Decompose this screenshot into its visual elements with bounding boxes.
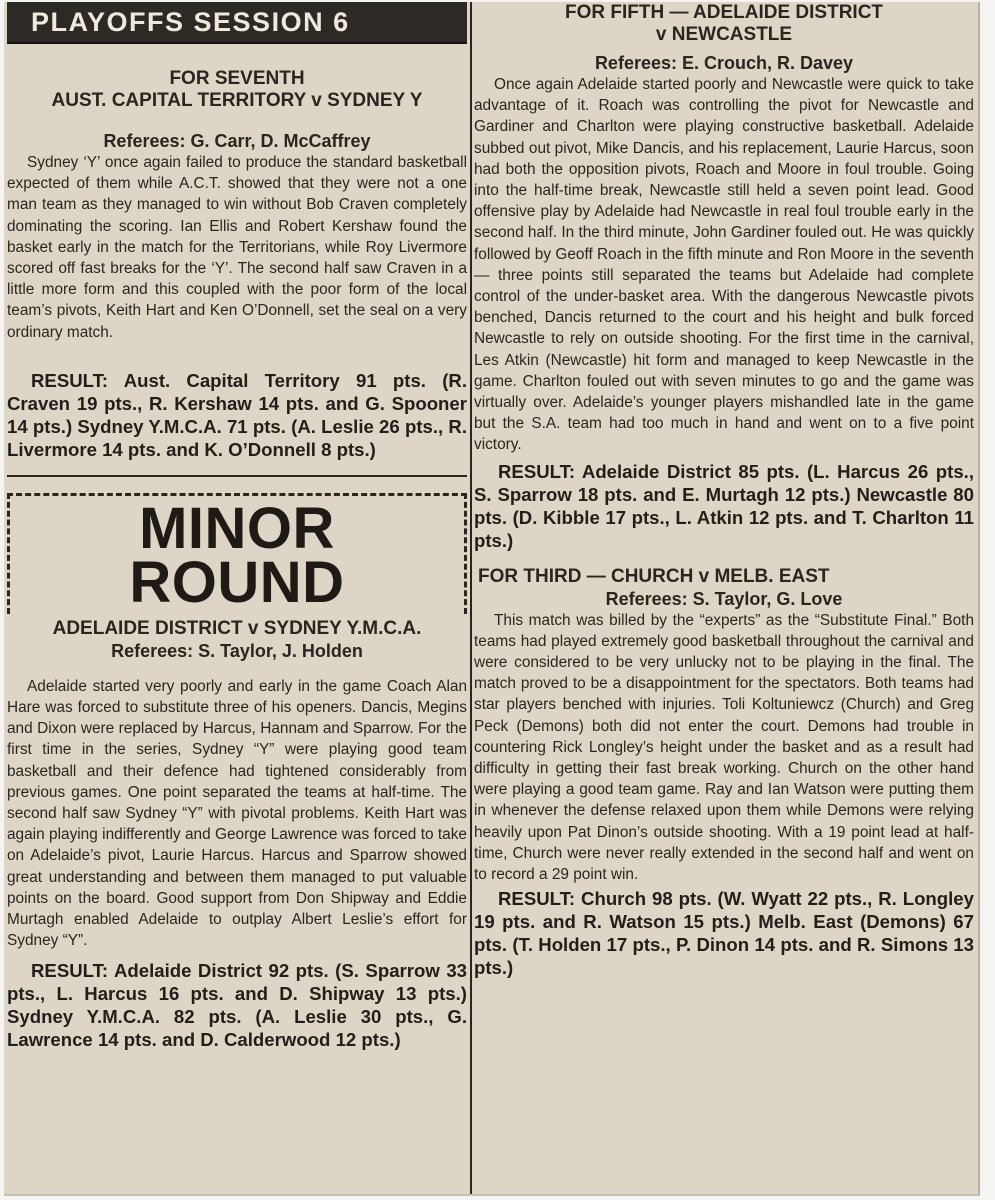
result-text: Aust. Capital Territory 91 pts. (R. Craven 19 pts., R. Kershaw 14 pts. and G. Spooner 14 pts.) Sydney Y.M.C.A. 71 pts. (A. Leslie 26 pts., R. Livermore 14 pts. and K. O’Donnell 8 pts.): [7, 369, 467, 460]
referees-line: Referees: G. Carr, D. McCaffrey: [103, 131, 371, 151]
match-result: [474, 460, 974, 552]
minor-round-title-line2: ROUND: [129, 549, 345, 615]
minor-round-title-line1: MINOR: [139, 495, 335, 561]
match-report: This match was billed by the “experts” as the “Substitute Final.” Both teams had played extremely good basketball throughout the carnival and were considered to be very unlucky not to be playing in the final. The match proved to be a disappointment for the spectators. Both teams had star players benched with injuries. Toli Koltuniewcz (Church) and Greg Peck (Demons) both did not enter the court. Demons had trouble in countering Rick Longley’s height under the basket and as a result had difficulty in getting their fast break working. Church on the other hand were playing a good team game. Ray and Ian Watson were putting them in whenever the defense relaxed upon them while Demons were relying heavily upon Pat Dinon’s outside shooting. With a 19 point lead at half-time, Church were never really extended in the second half and went on to record a 29 point win.: [474, 611, 974, 884]
match-result: [474, 887, 974, 979]
article-heading-teams: v NEWCASTLE: [655, 24, 793, 45]
result-text: Adelaide District 92 pts. (S. Sparrow 33 pts., L. Harcus 16 pts. and D. Shipway 13 pts.) Sydney Y.M.C.A. 82 pts. (A. Leslie 30 pts., G. Lawrence 14 pts. and D. Calderwood 12 pts.): [7, 960, 467, 1051]
match-result: [7, 959, 467, 1051]
result-label: RESULT:: [31, 960, 109, 982]
match-result: [7, 369, 467, 461]
article-minor-round: [7, 618, 467, 1052]
left-column: [7, 2, 467, 1051]
result-label: RESULT:: [498, 888, 576, 910]
match-report: Sydney ‘Y’ once again failed to produce the standard basketball expected of them while A.C.T. showed that they were not a one man team as they managed to win without Bob Craven completely dominating the scoring. Ian Ellis and Robert Kershaw found the basket early in the match for the Territorians, while Roy Livermore scored off fast breaks for the ‘Y’. The second half saw Craven in a little more form and this coupled with the poor form of the local team’s pivots, Keith Hart and Ken O’Donnell, set the seal on a very ordinary match.: [7, 154, 467, 341]
result-text: Adelaide District 85 pts. (L. Harcus 26 pts., S. Sparrow 18 pts. and E. Murtagh 12 pts.) Newcastle 80 pts. (D. Kibble 17 pts., L. Atkin 12 pts. and T. Charlton 11 pts.): [474, 460, 974, 551]
article-heading: ADELAIDE DISTRICT v SYDNEY Y.M.C.A.: [52, 617, 422, 639]
article-heading-teams: AUST. CAPITAL TERRITORY v SYDNEY Y: [51, 90, 423, 111]
article-heading: FOR THIRD — CHURCH v MELB. EAST: [478, 565, 830, 587]
referees-line: Referees: S. Taylor, J. Holden: [111, 640, 363, 661]
referees-line: Referees: E. Crouch, R. Davey: [594, 53, 854, 73]
result-label: RESULT:: [31, 369, 109, 391]
newspaper-clipping: [4, 2, 980, 1196]
referees-line: Referees: S. Taylor, G. Love: [605, 588, 843, 609]
article-heading: FOR FIFTH — ADELAIDE DISTRICT: [564, 2, 884, 23]
article-for-third: [474, 566, 974, 980]
section-rule: [7, 475, 467, 477]
section-banner: PLAYOFFS SESSION 6: [7, 2, 467, 44]
minor-round-box: [7, 493, 467, 614]
article-for-fifth: [474, 2, 974, 552]
match-report: Adelaide started very poorly and early in the game Coach Alan Hare was forced to substitute three of his openers. Dancis, Megins and Dixon were replaced by Harcus, Hannam and Sparrow. For the first time in the series, Sydney “Y” were playing good team basketball and their defence had tightened considerably from previous games. One point separated the teams at half-time. The second half saw Sydney “Y” with pivotal problems. Keith Hart was again playing indifferently and George Lawrence was forced to take on Adelaide’s pivot, Laurie Harcus. Harcus and Sparrow showed great understanding and between them managed to put valuable points on the board. Good support from Don Shipway and Eddie Murtagh enabled Adelaide to outplay Albert Leslie’s effort for Sydney “Y”.: [7, 677, 467, 950]
result-label: RESULT:: [498, 460, 576, 482]
article-for-seventh: [7, 68, 467, 461]
article-heading: FOR SEVENTH: [169, 68, 305, 89]
right-column: [474, 2, 974, 979]
match-report: Once again Adelaide started poorly and Newcastle were quick to take advantage of it. Roach was controlling the pivot for Newcastle and Gardiner and Charlton were playing constructive basketball. Adelaide subbed out pivot, Mike Dancis, and his replacement, Laurie Harcus, soon had both the opposition pivots, Roach and Moore in foul trouble. Going into the half-time break, Newcastle still held a seven point lead. Good offensive play by Adelaide had Newcastle in real foul trouble early in the second half. In the third minute, John Gardiner fouled out. He was quickly followed by Geoff Roach in the fifth minute and Ron Moore in the seventh — three points still separated the teams but Adelaide had complete control of the under-basket area. With the dangerous Newcastle pivots benched, Dancis returned to the court and his height and bulk forced Newcastle to rely on outside shooting. For the first time in the carnival, Les Atkin (Newcastle) hit form and managed to keep Newcastle in the game. Charlton fouled out with seven minutes to go and the game was virtually over. Adelaide’s younger players mishandled late in the game but the S.A. team had too much in hand and went on to a five point victory.: [474, 76, 974, 454]
result-text: Church 98 pts. (W. Wyatt 22 pts., R. Longley 19 pts. and R. Watson 15 pts.) Melb. East (Demons) 67 pts. (T. Holden 17 pts., P. Dinon 14 pts. and R. Simons 13 pts.): [474, 888, 974, 979]
column-divider: [470, 2, 472, 1194]
